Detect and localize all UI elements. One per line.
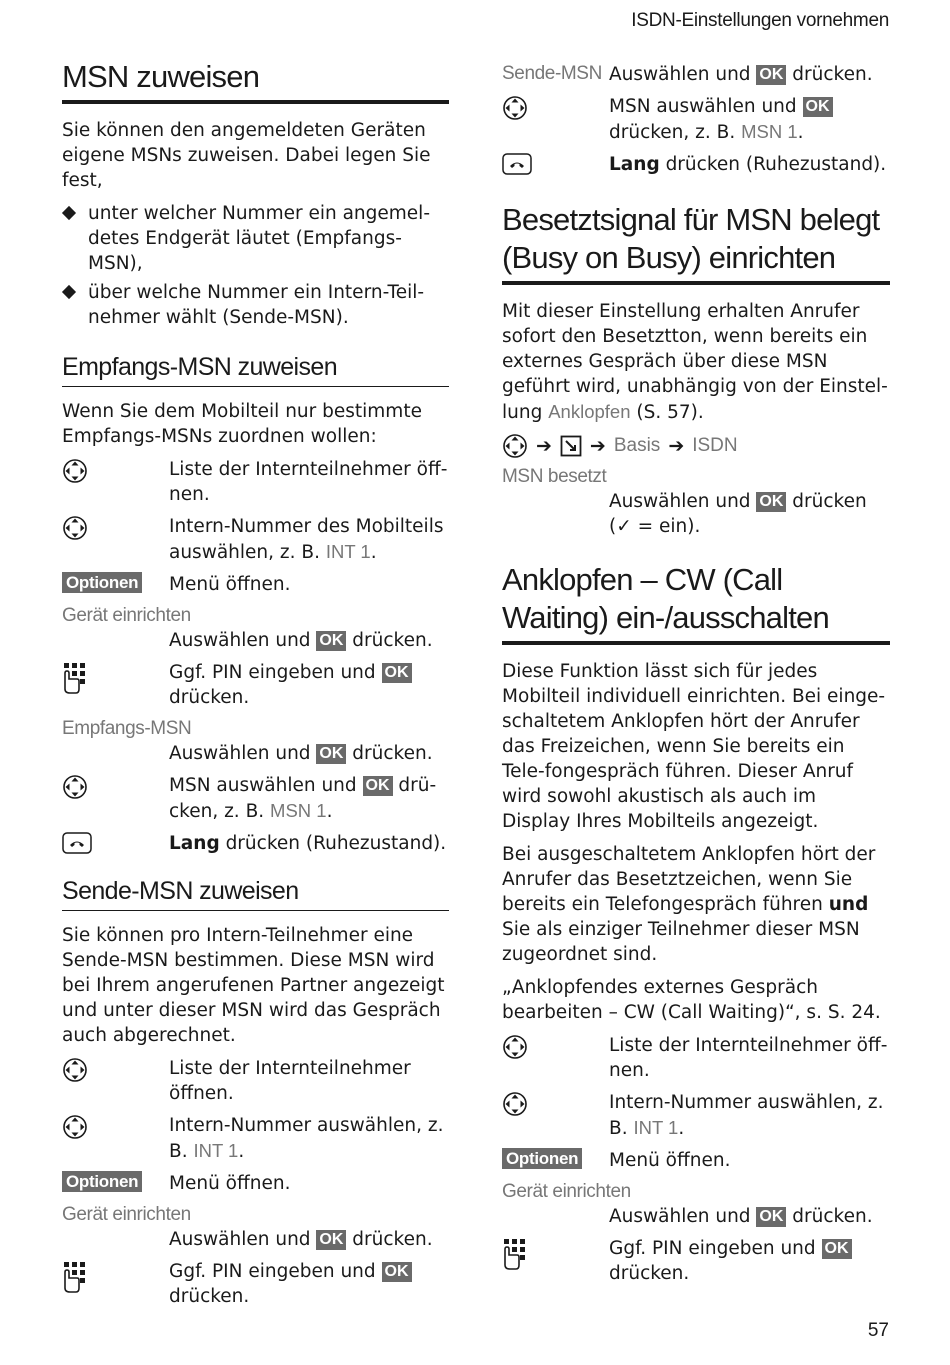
menu-path-isdn: ISDN [692, 435, 738, 456]
ok-key-label: OK [756, 65, 786, 85]
section-title-anklopfen: Anklopfen – CW (Call Waiting) ein-/ausschalten [502, 561, 890, 645]
ok-key-label: OK [382, 663, 412, 683]
ok-key-label: OK [316, 1230, 346, 1250]
display-text-msn1: MSN 1 [270, 800, 327, 821]
subsection-title-sende-msn: Sende-MSN zuweisen [62, 876, 449, 911]
instruction-step: Intern-Nummer auswählen, z. B. INT 1. [62, 1113, 449, 1164]
arrow-right-icon: ➔ [536, 435, 552, 457]
page-number: 57 [867, 1320, 889, 1341]
diamond-bullet-icon [62, 285, 76, 299]
ok-key-label: OK [363, 776, 393, 796]
menu-path [502, 433, 890, 459]
control-key-icon [502, 95, 528, 121]
softkey-optionen: Optionen [502, 1148, 582, 1169]
instruction-step: Ggf. PIN eingeben und OK drücken. [62, 660, 449, 710]
display-text-int1: INT 1 [633, 1117, 679, 1138]
control-key-icon [62, 515, 88, 541]
instruction-step: Intern-Nummer des Mobilteils auswählen, z. B. INT 1. [62, 514, 449, 565]
instruction-step: MSN auswählen und OK drücken, z. B. MSN 1. [502, 94, 890, 145]
ok-key-label: OK [756, 492, 786, 512]
end-call-key-icon [62, 832, 92, 854]
instruction-step: Liste der Internteilnehmer öff-nen. [62, 457, 449, 507]
instruction-step: Sende-MSN Auswählen und OK drücken. [502, 63, 873, 85]
instruction-step: Auswählen und OK drücken. [169, 743, 433, 764]
left-column [62, 58, 449, 1316]
ok-key-label: OK [382, 1262, 412, 1282]
ok-key-label: OK [316, 631, 346, 651]
checkmark-icon: ✓ [616, 516, 632, 537]
control-key-icon [502, 1091, 528, 1117]
control-key-icon [62, 1057, 88, 1083]
instruction-step: Intern-Nummer auswählen, z. B. INT 1. [502, 1090, 890, 1141]
ok-key-label: OK [756, 1207, 786, 1227]
control-key-icon [62, 1114, 88, 1140]
ok-key-label: OK [316, 744, 346, 764]
arrow-right-icon: ➔ [668, 435, 685, 457]
instruction-step: Lang drücken (Ruhezustand). [502, 152, 890, 177]
instruction-step: Auswählen und OK drücken. [169, 630, 433, 651]
instruction-step: Lang drücken (Ruhezustand). [62, 831, 449, 856]
softkey-optionen: Optionen [62, 1171, 142, 1192]
menu-entry-geraet-einrichten: Gerät einrichten [62, 605, 191, 626]
control-key-icon [62, 774, 88, 800]
instruction-step: Ggf. PIN eingeben und OK drücken. [62, 1259, 449, 1309]
menu-entry-empfangs-msn: Empfangs-MSN [62, 718, 192, 739]
instruction-step: Auswählen und OK drücken. [169, 1229, 433, 1250]
instruction-step: Optionen Menü öffnen. [502, 1148, 890, 1173]
end-call-key-icon [502, 153, 532, 175]
cw-paragraph-3: „Anklopfendes externes Gespräch bearbeiten – CW (Call Waiting)“, s. S. 24. [502, 977, 881, 1023]
cw-paragraph-2: Bei ausgeschaltetem Anklopfen hört der Anrufer das Besetztzeichen, wenn Sie bereits ein Telefongespräch führen und Sie als einziger Teilnehmer dieser MSN zugeordnet sind. [502, 844, 876, 965]
list-item: unter welcher Nummer ein angemel-detes Endgerät läutet (Empfangs-MSN), [62, 201, 449, 276]
section-title-msn-zuweisen: MSN zuweisen [62, 58, 449, 104]
section-title-busy-on-busy: Besetztsignal für MSN belegt (Busy on Busy) einrichten [502, 201, 890, 285]
menu-ref-anklopfen: Anklopfen [548, 401, 631, 422]
instruction-step: Auswählen und OK drücken. [609, 1206, 873, 1227]
right-column [502, 62, 890, 1293]
display-text-msn1: MSN 1 [741, 121, 798, 142]
empfang-intro: Wenn Sie dem Mobilteil nur bestimmte Empfangs-MSNs zuordnen wollen: [62, 401, 422, 447]
menu-entry-geraet-einrichten: Gerät einrichten [62, 1204, 191, 1225]
instruction-step: Optionen Menü öffnen. [62, 1171, 449, 1196]
busy-intro: Mit dieser Einstellung erhalten Anrufer sofort den Besetztton, wenn bereits ein externes Gespräch über diese MSN geführt wird, unabhängig von der Einstel-lung Anklopfen (S. 57). [502, 301, 888, 423]
keypad-icon [62, 1260, 92, 1294]
menu-entry-sende-msn: Sende-MSN [502, 63, 602, 84]
menu-entry-geraet-einrichten: Gerät einrichten [502, 1181, 631, 1202]
ok-key-label: OK [803, 97, 833, 117]
cw-paragraph-1: Diese Funktion lässt sich für jedes Mobilteil individuell einrichten. Bei einge-schaltetem Anklopfen hört der Anrufer das Freizeichen, wenn Sie bereits ein Tele-fongespräch führen. Dieser Anruf wird sowohl akustisch als auch im Display Ihres Mobilteils angezeigt. [502, 661, 886, 832]
menu-path-basis: Basis [613, 435, 661, 456]
softkey-optionen: Optionen [62, 572, 142, 593]
instruction-step: Auswählen und OK drücken (✓ = ein). [609, 491, 867, 537]
menu-entry-msn-besetzt: MSN besetzt [502, 466, 607, 487]
keypad-icon [502, 1237, 532, 1271]
instruction-step: MSN auswählen und OK drü-cken, z. B. MSN 1. [62, 773, 449, 824]
display-text-int1: INT 1 [325, 541, 371, 562]
arrow-right-icon: ➔ [589, 435, 606, 457]
settings-menu-icon [560, 435, 582, 457]
control-key-icon [502, 433, 528, 459]
display-text-int1: INT 1 [193, 1140, 239, 1161]
intro-paragraph: Sie können den angemeldeten Geräten eigene MSNs zuweisen. Dabei legen Sie fest, [62, 120, 431, 191]
keypad-icon [62, 661, 92, 695]
subsection-title-empfangs-msn: Empfangs-MSN zuweisen [62, 352, 449, 387]
ok-key-label: OK [822, 1239, 852, 1259]
list-item: über welche Nummer ein Intern-Teil-nehmer wählt (Sende-MSN). [62, 280, 449, 330]
instruction-step: Liste der Internteilnehmer öffnen. [62, 1056, 449, 1106]
instruction-step: Optionen Menü öffnen. [62, 572, 449, 597]
control-key-icon [62, 458, 88, 484]
sende-intro: Sie können pro Intern-Teilnehmer eine Sende-MSN bestimmen. Diese MSN wird bei Ihrem angerufenen Partner angezeigt und unter dieser MSN wird das Gespräch auch abgerechnet. [62, 925, 445, 1046]
control-key-icon [502, 1034, 528, 1060]
running-header: ISDN-Einstellungen vornehmen [631, 10, 889, 31]
instruction-step: Liste der Internteilnehmer öff-nen. [502, 1033, 890, 1083]
bullet-list [62, 201, 449, 330]
diamond-bullet-icon [62, 206, 76, 220]
instruction-step: Ggf. PIN eingeben und OK drücken. [502, 1236, 890, 1286]
